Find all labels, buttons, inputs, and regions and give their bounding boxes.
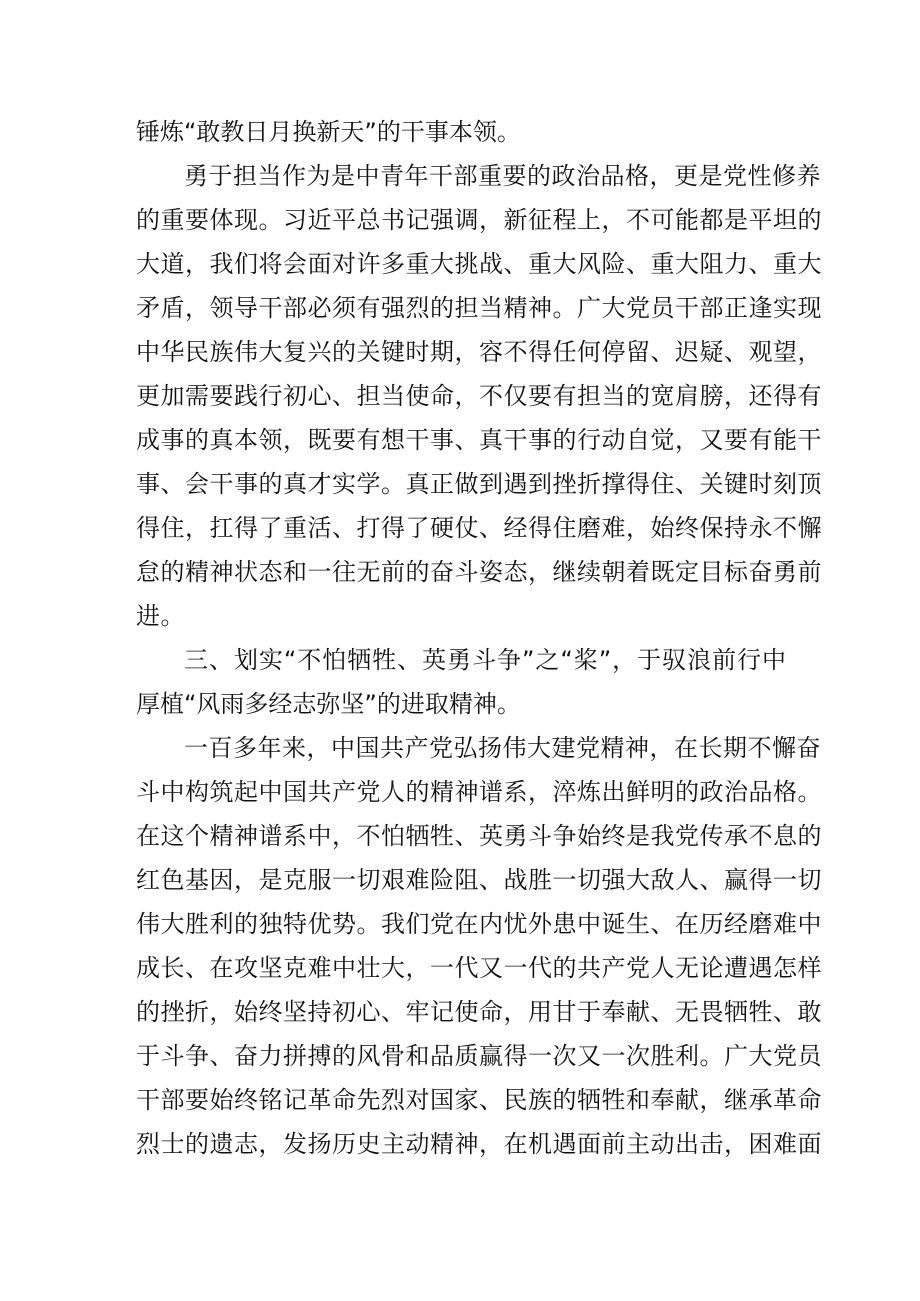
paragraph-line: 斗中构筑起中国共产党人的精神谱系，淬炼出鲜明的政治品格。 [136,778,822,806]
paragraph-line: 成长、在攻坚克难中壮大，一代又一代的共产党人无论遭遇怎样 [136,954,822,982]
paragraph-line: 的重要体现。习近平总书记强调，新征程上，不可能都是平坦的 [136,206,822,234]
paragraph-line: 更加需要践行初心、担当使命，不仅要有担当的宽肩膀，还得有 [136,382,822,410]
heading-line: 厚植“风雨多经志弥坚”的进取精神。 [136,690,521,718]
heading-line: 三、划实“不怕牺牲、英勇斗争”之“桨”，于驭浪前行中 [184,646,786,674]
paragraph-line: 伟大胜利的独特优势。我们党在内忧外患中诞生、在历经磨难中 [136,910,822,938]
paragraph-line: 得住，扛得了重活、打得了硬仗、经得住磨难，始终保持永不懈 [136,514,822,542]
paragraph-line: 红色基因，是克服一切艰难险阻、战胜一切强大敌人、赢得一切 [136,866,822,894]
paragraph-line: 烈士的遗志，发扬历史主动精神，在机遇面前主动出击，困难面 [136,1130,822,1158]
paragraph-line: 在这个精神谱系中，不怕牺牲、英勇斗争始终是我党传承不息的 [136,822,822,850]
paragraph-line: 于斗争、奋力拼搏的风骨和品质赢得一次又一次胜利。广大党员 [136,1042,822,1070]
paragraph-line: 事、会干事的真才实学。真正做到遇到挫折撑得住、关键时刻顶 [136,470,822,498]
paragraph-line: 勇于担当作为是中青年干部重要的政治品格，更是党性修养 [184,162,821,190]
paragraph-line: 怠的精神状态和一往无前的奋斗姿态，继续朝着既定目标奋勇前 [136,558,822,586]
paragraph-line: 矛盾，领导干部必须有强烈的担当精神。广大党员干部正逢实现 [136,294,822,322]
paragraph-line: 干部要始终铭记革命先烈对国家、民族的牺牲和奉献，继承革命 [136,1086,822,1114]
paragraph-line: 大道，我们将会面对许多重大挑战、重大风险、重大阻力、重大 [136,250,822,278]
paragraph-line: 成事的真本领，既要有想干事、真干事的行动自觉，又要有能干 [136,426,822,454]
paragraph-line: 的挫折，始终坚持初心、牢记使命，用甘于奉献、无畏牺牲、敢 [136,998,822,1026]
paragraph-line: 进。 [136,602,185,630]
paragraph-line: 中华民族伟大复兴的关键时期，容不得任何停留、迟疑、观望， [136,338,822,366]
paragraph-line: 一百多年来，中国共产党弘扬伟大建党精神，在长期不懈奋 [184,734,821,762]
section-heading-tail: 锤炼“敢教日月换新天”的干事本领。 [136,118,521,146]
